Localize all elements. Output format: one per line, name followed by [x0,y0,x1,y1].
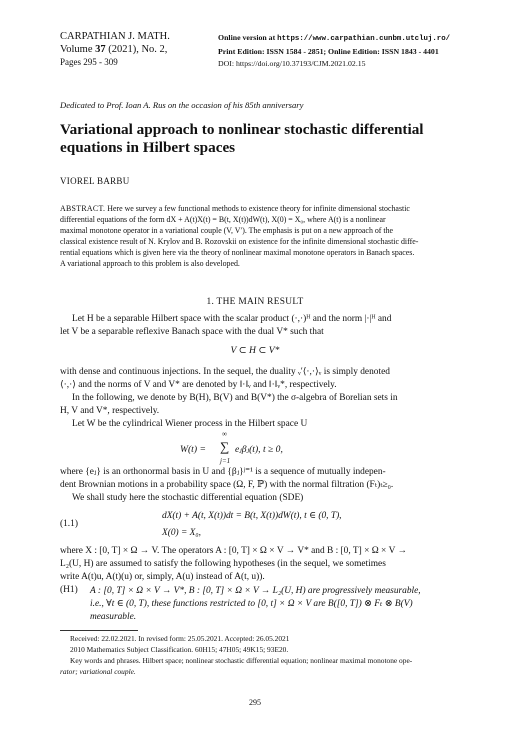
doi-line[interactable]: DOI: https://doi.org/10.37193/CJM.2021.02.15 [218,59,366,68]
equation-label: (1.1) [60,519,78,529]
footnote-divider [60,630,138,631]
issn-line: Print Edition: ISSN 1584 - 2851; Online Edition: ISSN 1843 - 4401 [218,46,439,56]
dedication: Dedicated to Prof. Ioan A. Rus on the occasion of his 85th anniversary [60,100,304,110]
paragraph-injections: with dense and continuous injections. In the sequel, the duality ᵥ′⟨·,·⟩ᵥ is simply denoted ⟨·,·⟩ and the norms of V and V* are denoted by ‖·‖ᵥ and ‖·‖ᵥ*, respectively. [60,367,390,390]
equation-inclusion: V ⊂ H ⊂ V* [230,345,280,356]
page-number: 295 [249,698,261,707]
journal-url[interactable]: https://www.carpathian.cunbm.utcluj.ro/ [277,35,451,43]
footnote-keywords: Key words and phrases. Hilbert space; nonlinear stochastic differential equation; nonlinear maximal monotone ope- rator; variational couple. [60,656,413,676]
journal-header [60,30,170,69]
paragraph-borel-sets: In the following, we denote by B(H), B(V) and B(V*) the σ-algebra of Borelian sets in H, V and V*, respectively. [60,393,398,416]
hypothesis-label: (H1) [60,585,78,595]
journal-name: CARPATHIAN J. MATH. [60,31,170,42]
volume-number: 37 [95,44,106,55]
section-heading: 1. THE MAIN RESULT [206,297,304,307]
paper-page: CARPATHIAN J. MATH. Volume 37 (2021), No. 2, Pages 295 - 309 Online version at https://www.carpathian.cunbm.utcluj.ro/ Print Edition: ISSN 1584 - 2851; Online Edition: ISSN 1843 - 4401 DOI: https://doi.org/10.37193/CJM.2021.02.15 Dedicated to Prof. Ioan A. Rus on the occasion of his 85th anniversary Variational approach to nonlinear stochastic differential equations in Hilbert spaces VIOREL BARBU ABSTRACT. Here we survey a few functional methods to existence theory for infinite dimensional stochastic differential equations of the form dX + A(t)X(t) = B(t, X(t))dW(t), X(0) = X₀, where A(t) is a nonlinear maximal monotone operator in a variational couple (V, V′). The emphasis is put on a new approach of the classical existence result of N. Krylov and B. Rozovskii on existence for the infinite dimensional stochastic diffe- rential equations which is given here via the theory of nonlinear maximal monotone operators in Banach spaces. A variational approach to this problem is also developed. 1. THE MAIN RESULT Let H be a separable Hilbert space with the scalar product (·,·)ᴴ and the norm |·|ᴴ and let V be a separable reflexive Banach space with the dual V* such that V ⊂ H ⊂ V* with dense and continuous injections. In the sequel, the duality ᵥ′⟨·,·⟩ᵥ is simply denoted ⟨·,·⟩ and the norms of V and V* are denoted by ‖·‖ᵥ and ‖·‖ᵥ*, respectively. In the following, we denote by B(H), B(V) and B(V*) the σ-algebra of Borelian sets in H, V and V*, respectively. Let W be the cylindrical Wiener process in the Hilbert space U W(t) = ∞ ∑ j=1 eⱼβⱼ(t), t ≥ 0, where {eⱼ} is an orthonormal basis in U and {βⱼ}ʲ⁼¹ is a sequence of mutually indepen- dent Brownian motions in a probability space (Ω, F, ℙ) with the normal filtration (Fₜ)ₜ≥₀. We shall study here the stochastic differential equation (SDE) (1.1) dX(t) + A(t, X(t))dt = B(t, X(t))dW(t), t ∈ (0, T), X(0) = X₀, where X : [0, T] × Ω → V. The operators A : [0, T] × Ω × V → V* and B : [0, T] × Ω × V → L₂(U, H) are assumed to satisfy the following hypotheses (in the sequel, we sometimes write A(t)u, A(t)(u) or, simply, A(u) instead of A(t, u)). (H1) A : [0, T] × Ω × V → V*, B : [0, T] × Ω × V → L₂(U, H) are progressively measurable, i.e., ∀t ∈ (0, T), these functions restricted to [0, t] × Ω × V are B([0, T]) ⊗ Fₜ ⊗ B(V) measurable. Received: 22.02.2021. In revised form: 25.05.2021. Accepted: 26.05.2021 2010 Mathematics Subject Classification. 60H15; 47H05; 49K15; 93E20. Key words and phrases. Hilbert space; nonlinear stochastic differential equation; nonlinear maximal monotone ope- rator; variational couple. 295 [0,0,510,730]
abstract-label: ABSTRACT. [60,204,106,213]
paragraph-operators: where X : [0, T] × Ω → V. The operators A : [0, T] × Ω × V → V* and B : [0, T] × Ω × V → L₂(U, H) are assumed to satisfy the following hypotheses (in the sequel, we sometimes write A(t)u, A(t)(u) or, simply, A(u) instead of A(t, u)). [60,546,407,582]
paper-title: Variational approach to nonlinear stochastic differential equations in Hilbert spaces [60,121,424,156]
paragraph-sde-intro: We shall study here the stochastic differential equation (SDE) [72,493,304,503]
author-name: VIOREL BARBU [60,176,130,186]
abstract: ABSTRACT. Here we survey a few functional methods to existence theory for infinite dimensional stochastic differential equations of the form dX + A(t)X(t) = B(t, X(t))dW(t), X(0) = X₀, where A(t) is a nonlinear maximal monotone operator in a variational couple (V, V′). The emphasis is put on a new approach of the classical existence result of N. Krylov and B. Rozovskii on existence for the infinite dimensional stochastic diffe- rential equations which is given here via the theory of nonlinear maximal monotone operators in Banach spaces. A variational approach to this problem is also developed. [60,204,419,268]
footnote-received: Received: 22.02.2021. In revised form: 25.05.2021. Accepted: 26.05.2021 [70,634,290,643]
publication-info [218,32,450,71]
page-range: Pages 295 - 309 [60,57,118,67]
volume-line: Volume 37 (2021), No. 2, [60,44,168,55]
hypothesis-h1: A : [0, T] × Ω × V → V*, B : [0, T] × Ω × V → L₂(U, H) are progressively measurable, i.e., ∀t ∈ (0, T), these functions restricted to [0, t] × Ω × V are B([0, T]) ⊗ Fₜ ⊗ B(V) measurable. [90,586,421,622]
paragraph-hilbert-space: Let H be a separable Hilbert space with the scalar product (·,·)ᴴ and the norm |·|ᴴ and let V be a separable reflexive Banach space with the dual V* such that [60,314,392,337]
footnote-msc: 2010 Mathematics Subject Classification. 60H15; 47H05; 49K15; 93E20. [70,645,289,654]
online-version: Online version at https://www.carpathian.cunbm.utcluj.ro/ [218,33,451,43]
paragraph-orthonormal-basis: where {eⱼ} is an orthonormal basis in U and {βⱼ}ʲ⁼¹ is a sequence of mutually indepen- dent Brownian motions in a probability space (Ω, F, ℙ) with the normal filtration (Fₜ)ₜ≥₀. [60,467,394,490]
paragraph-wiener: Let W be the cylindrical Wiener process in the Hilbert space U [72,419,308,429]
equation-sde: dX(t) + A(t, X(t))dt = B(t, X(t))dW(t), t ∈ (0, T), X(0) = X₀, [162,511,342,538]
